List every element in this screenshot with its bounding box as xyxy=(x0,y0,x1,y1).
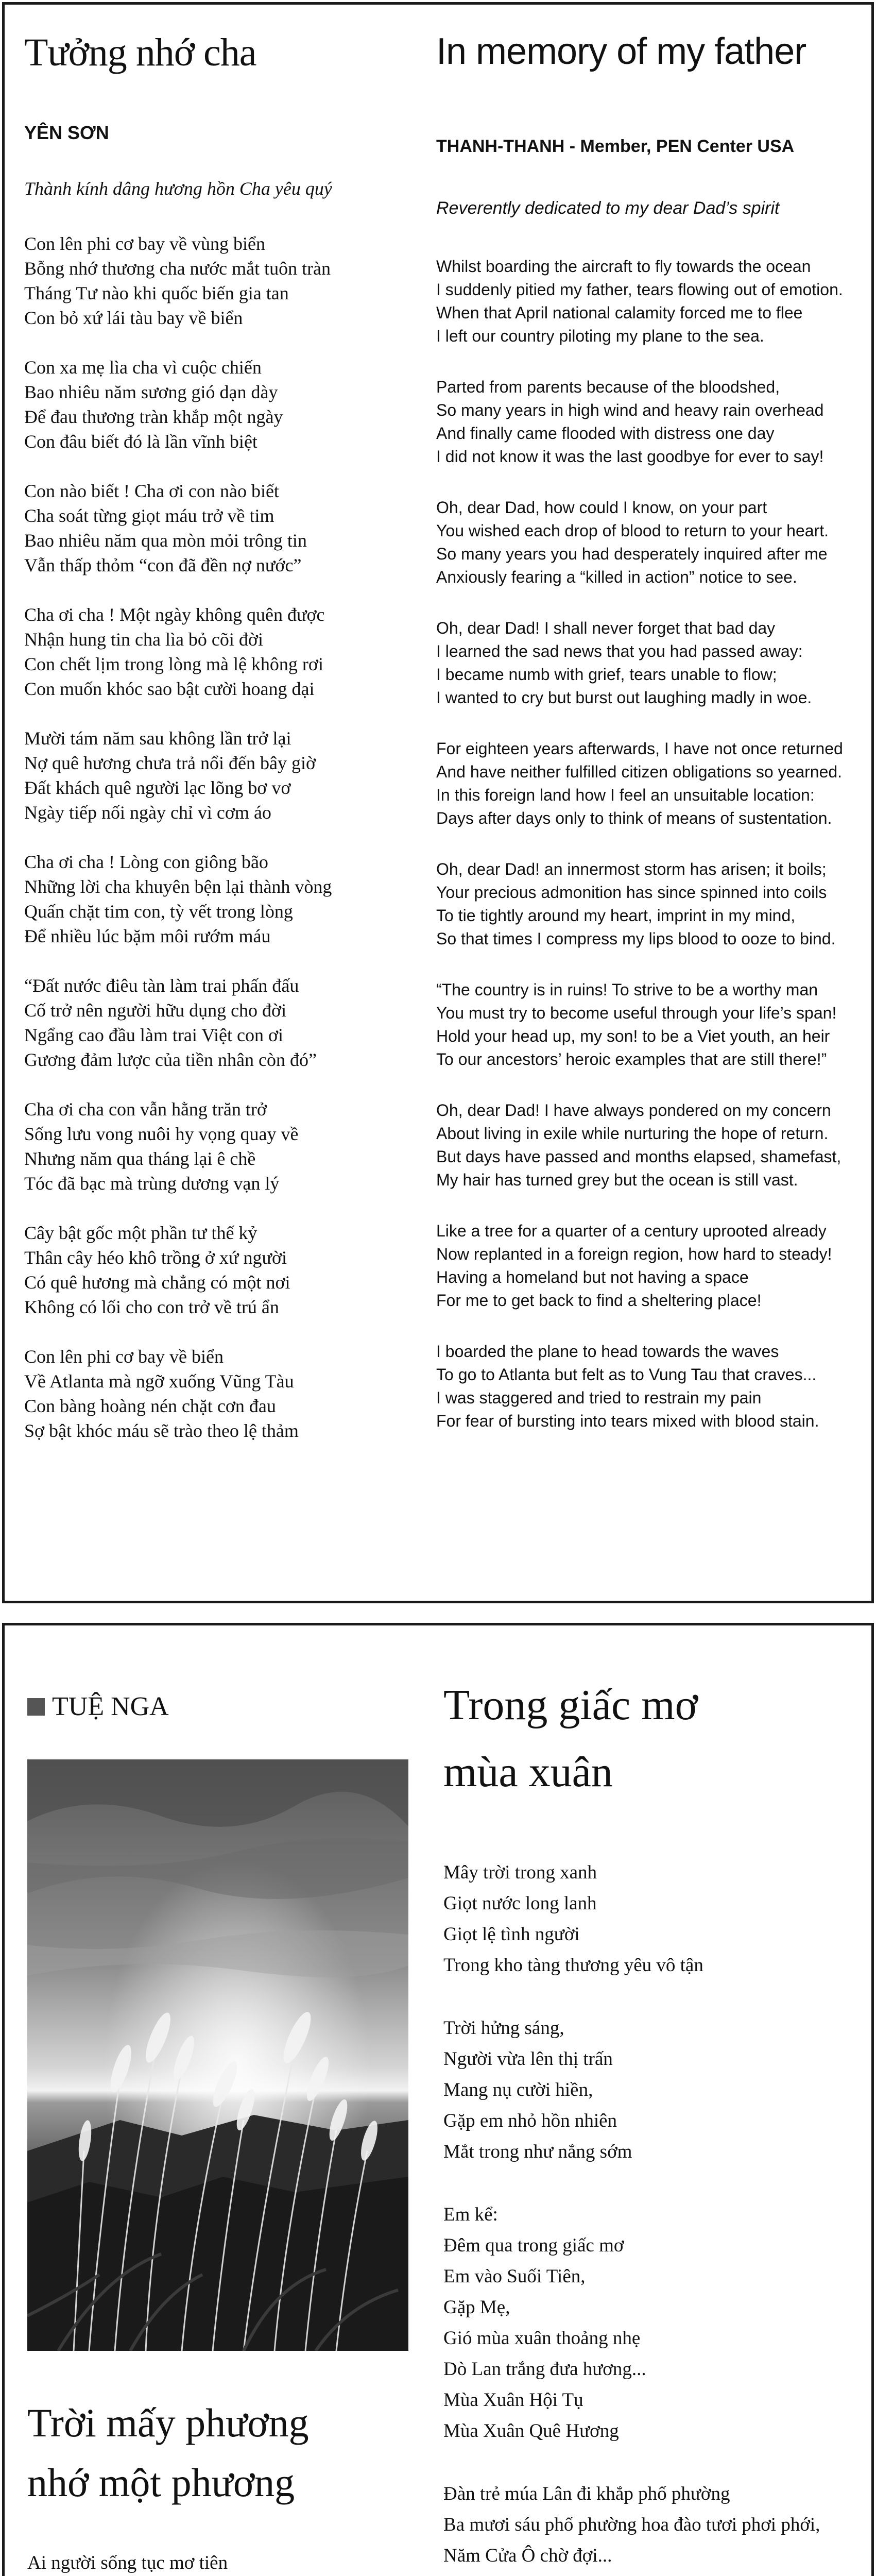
poem-title-vietnamese: Tưởng nhớ cha xyxy=(24,31,256,74)
poem-line: To tie tightly around my heart, imprint in my mind, xyxy=(436,906,796,925)
stanza xyxy=(436,1219,843,1312)
stanza xyxy=(443,2013,848,2167)
stanza xyxy=(436,858,843,951)
stanza xyxy=(436,1099,843,1192)
stanza xyxy=(24,973,332,1072)
poem-line: I became numb with grief, tears unable to flow; xyxy=(436,665,777,684)
poem-line: Anxiously fearing a “killed in action” notice to see. xyxy=(436,568,797,586)
poem-line: Trời hửng sáng, xyxy=(443,2018,564,2039)
poem-line: Gió mùa xuân thoảng nhẹ xyxy=(443,2328,641,2349)
poem-line: Cha soát từng giọt máu trở về tim xyxy=(24,505,274,526)
poem-line: Con nào biết ! Cha ơi con nào biết xyxy=(24,481,279,501)
poem-line: You must try to become useful through your life’s span! xyxy=(436,1004,837,1022)
poem-line: Mười tám năm sau không lần trở lại xyxy=(24,728,291,749)
poem-line: Ngày tiếp nối ngày chỉ vì cơm áo xyxy=(24,802,271,823)
poem-title-line: nhớ một phương xyxy=(27,2460,295,2505)
poem-line: Ba mươi sáu phố phường hoa đào tươi phơi phới, xyxy=(443,2514,820,2535)
poem-line: Days after days only to think of means of sustentation. xyxy=(436,809,832,827)
poem-title-english: In memory of my father xyxy=(436,31,806,72)
poem-line: Đêm qua trong giấc mơ xyxy=(443,2235,624,2256)
poem-line: I learned the sad news that you had passed away: xyxy=(436,642,803,660)
poem-line: For eighteen years afterwards, I have not once returned xyxy=(436,739,843,758)
poem-line: Quấn chặt tim con, tỳ vết trong lòng xyxy=(24,901,293,922)
poem-line: I left our country piloting my plane to the sea. xyxy=(436,327,764,345)
poem-line: Cha ơi cha ! Một ngày không quên được xyxy=(24,604,325,625)
stanza xyxy=(443,2479,848,2576)
poem-line: Em vào Suối Tiên, xyxy=(443,2266,586,2287)
poem-line: And finally came flooded with distress one day xyxy=(436,424,775,443)
author-name: TUỆ NGA xyxy=(52,1692,169,1721)
stanza xyxy=(24,1097,332,1196)
poem-line: You wished each drop of blood to return to your heart. xyxy=(436,521,829,540)
poem-line: Cố trở nên người hữu dụng cho đời xyxy=(24,1000,287,1021)
poem-line: Mùa Xuân Quê Hương xyxy=(443,2420,619,2442)
poem-line: Mùa Xuân Hội Tụ xyxy=(443,2389,583,2411)
poem-line: But days have passed and months elapsed, shamefast, xyxy=(436,1147,841,1166)
poem-line: Đất khách quê người lạc lõng bơ vơ xyxy=(24,777,291,798)
poem-line: Tóc đã bạc mà trùng dương vạn lý xyxy=(24,1173,280,1194)
poem-line: Con chết lịm trong lòng mà lệ không rơi xyxy=(24,654,323,674)
poem-line: So many years in high wind and heavy rain overhead xyxy=(436,401,824,419)
poem-line: I was staggered and tried to restrain my pain xyxy=(436,1388,762,1407)
stanza xyxy=(436,617,843,709)
poem-line: Về Atlanta mà ngỡ xuống Vũng Tàu xyxy=(24,1371,294,1392)
poem-line: Ai người sống tục mơ tiên xyxy=(27,2552,228,2573)
poem-line: Để nhiều lúc bặm môi rướm máu xyxy=(24,926,271,946)
poem-line: In this foreign land how I feel an unsuitable location: xyxy=(436,786,815,804)
poem-body-troi-may-phuong xyxy=(27,2548,344,2576)
poem-line: My hair has turned grey but the ocean is still vast. xyxy=(436,1171,798,1189)
poem-line: Nhưng năm qua tháng lại ê chề xyxy=(24,1148,256,1169)
poem-line: Năm Cửa Ô chờ đợi... xyxy=(443,2545,612,2566)
poem-line: To go to Atlanta but felt as to Vung Tau that craves... xyxy=(436,1365,817,1384)
stanza xyxy=(436,255,843,348)
poem-line: Trong kho tàng thương yêu vô tận xyxy=(443,1955,703,1976)
author-name-english: THANH-THANH - Member, PEN Center USA xyxy=(436,137,795,156)
poem-line: Oh, dear Dad! I shall never forget that bad day xyxy=(436,619,776,637)
poem-page-tue-nga xyxy=(2,1623,874,2576)
stanza xyxy=(27,2548,344,2576)
poem-line: Nhận hung tin cha lìa bỏ cõi đời xyxy=(24,629,263,650)
poem-line: Bỗng nhớ thương cha nước mắt tuôn tràn xyxy=(24,258,331,279)
poem-line: To our ancestors’ heroic examples that are still there!” xyxy=(436,1050,827,1069)
stanza xyxy=(24,726,332,825)
stanza xyxy=(24,850,332,948)
poem-title-trong-giac-mo xyxy=(443,1672,698,1806)
stanza xyxy=(24,1221,332,1319)
poem-line: Having a homeland but not having a space xyxy=(436,1268,749,1286)
poem-line: I suddenly pitied my father, tears flowing out of emotion. xyxy=(436,280,843,299)
poem-line: I boarded the plane to head towards the waves xyxy=(436,1342,779,1361)
poem-line: Ngẩng cao đầu làm trai Việt con ơi xyxy=(24,1025,284,1045)
poem-line: Bao nhiêu năm sương gió dạn dày xyxy=(24,382,278,402)
poem-line: Hold your head up, my son! to be a Viet youth, an heir xyxy=(436,1027,830,1045)
stanza xyxy=(24,1344,332,1443)
poem-line: Con xa mẹ lìa cha vì cuộc chiến xyxy=(24,357,262,378)
square-bullet-icon xyxy=(27,1698,45,1716)
poem-line: Dò Lan trắng đưa hương... xyxy=(443,2359,646,2380)
stanza xyxy=(24,231,332,330)
poem-line: And have neither fulfilled citizen obligations so yearned. xyxy=(436,762,843,781)
poem-line: Có quê hương mà chẳng có một nơi xyxy=(24,1272,290,1293)
reeds-by-the-sea-photo xyxy=(27,1759,408,2351)
poem-line: Oh, dear Dad! I have always pondered on my concern xyxy=(436,1101,831,1120)
poem-line: Gặp Mẹ, xyxy=(443,2297,510,2318)
poem-title-line: Trong giấc mơ xyxy=(443,1681,698,1729)
poem-line: For fear of bursting into tears mixed with blood stain. xyxy=(436,1412,819,1430)
poem-line: Nợ quê hương chưa trả nổi đến bây giờ xyxy=(24,753,316,773)
poem-body-trong-giac-mo xyxy=(443,1857,848,2576)
poem-line: Cha ơi cha ! Lòng con giông bão xyxy=(24,852,268,872)
poem-line xyxy=(443,2571,848,2576)
poem-line: Con muốn khóc sao bật cười hoang dại xyxy=(24,679,315,699)
poem-line: Parted from parents because of the bloodshed, xyxy=(436,378,780,396)
poem-line: I wanted to cry but burst out laughing madly in woe. xyxy=(436,688,812,707)
poem-line: Giọt nước long lanh xyxy=(443,1893,597,1914)
poem-line: Mang nụ cười hiền, xyxy=(443,2079,593,2100)
poem-line: Những lời cha khuyên bện lại thành vòng xyxy=(24,876,332,897)
poem-body-english xyxy=(436,255,843,1461)
poem-line: Bao nhiêu năm qua mòn mỏi trông tin xyxy=(24,530,307,551)
stanza xyxy=(436,496,843,589)
poem-line: Mây trời trong xanh xyxy=(443,1862,597,1883)
poem-title-line: mùa xuân xyxy=(443,1748,613,1796)
poem-line: When that April national calamity forced me to flee xyxy=(436,303,803,322)
stanza xyxy=(443,2199,848,2447)
poem-line: Con bàng hoàng nén chặt cơn đau xyxy=(24,1396,276,1416)
poem-line: I did not know it was the last goodbye for ever to say! xyxy=(436,447,824,466)
poem-line: Con lên phi cơ bay về biển xyxy=(24,1346,224,1367)
poem-line: Để đau thương tràn khắp một ngày xyxy=(24,406,283,427)
poem-line: Con lên phi cơ bay về vùng biển xyxy=(24,233,265,254)
dedication-vietnamese: Thành kính dâng hương hồn Cha yêu quý xyxy=(24,178,332,199)
poem-line: For me to get back to find a sheltering place! xyxy=(436,1291,762,1310)
poem-line: Your precious admonition has since spinned into coils xyxy=(436,883,827,902)
poem-line: Em kể: xyxy=(443,2204,498,2225)
poem-line: Cha ơi cha con vẫn hằng trăn trở xyxy=(24,1099,267,1120)
poem-body-vietnamese xyxy=(24,231,332,1468)
stanza xyxy=(443,1857,848,1981)
poem-line: Con đâu biết đó là lần vĩnh biệt xyxy=(24,431,257,452)
poem-line: Like a tree for a quarter of a century uprooted already xyxy=(436,1222,827,1240)
poem-line: Now replanted in a foreign region, how hard to steady! xyxy=(436,1245,832,1263)
stanza xyxy=(436,376,843,468)
poem-line: Cây bật gốc một phần tư thế kỷ xyxy=(24,1223,257,1243)
dedication-english: Reverently dedicated to my dear Dad’s spirit xyxy=(436,198,780,218)
poem-line: So many years you had desperately inquired after me xyxy=(436,545,828,563)
poem-line: Gặp em nhỏ hồn nhiên xyxy=(443,2110,617,2131)
poem-line: “Đất nước điêu tàn làm trai phấn đấu xyxy=(24,975,299,996)
poem-page-tuong-nho-cha xyxy=(2,2,874,1603)
poem-line: Mắt trong như nắng sớm xyxy=(443,2141,632,2162)
poem-line: Oh, dear Dad, how could I know, on your part xyxy=(436,498,767,517)
author-heading xyxy=(27,1691,169,1722)
poem-line: “The country is in ruins! To strive to be a worthy man xyxy=(436,980,818,999)
poem-line: Sợ bật khóc máu sẽ trào theo lệ thảm xyxy=(24,1420,299,1441)
author-name-vietnamese: YÊN SƠN xyxy=(24,122,109,143)
poem-title-line: Trời mấy phương xyxy=(27,2400,309,2445)
poem-line: Whilst boarding the aircraft to fly towards the ocean xyxy=(436,257,811,276)
poem-line: Oh, dear Dad! an innermost storm has arisen; it boils; xyxy=(436,860,827,878)
poem-line: Vẫn thấp thỏm “con đã đền nợ nước” xyxy=(24,555,302,575)
poem-line: Người vừa lên thị trấn xyxy=(443,2048,613,2070)
poem-line: Đàn trẻ múa Lân đi khắp phố phường xyxy=(443,2483,730,2504)
poem-line: Thân cây héo khô trồng ở xứ người xyxy=(24,1247,287,1268)
stanza xyxy=(24,602,332,701)
stanza xyxy=(436,1340,843,1433)
poem-line: Giọt lệ tình người xyxy=(443,1924,580,1945)
poem-line: Gương đảm lược của tiền nhân còn đó” xyxy=(24,1049,317,1070)
poem-line: So that times I compress my lips blood to ooze to bind. xyxy=(436,929,836,948)
poem-line: Tháng Tư nào khi quốc biến gia tan xyxy=(24,283,289,303)
stanza xyxy=(24,479,332,578)
poem-line: About living in exile while nurturing the hope of return. xyxy=(436,1124,829,1143)
stanza xyxy=(436,978,843,1071)
poem-title-troi-may-phuong xyxy=(27,2393,309,2513)
poem-line: Sống lưu vong nuôi hy vọng quay về xyxy=(24,1124,299,1144)
poem-line: Con bỏ xứ lái tàu bay về biển xyxy=(24,308,243,328)
poem-line: Không có lối cho con trở về trú ẩn xyxy=(24,1297,279,1317)
stanza xyxy=(436,737,843,830)
stanza xyxy=(24,355,332,454)
